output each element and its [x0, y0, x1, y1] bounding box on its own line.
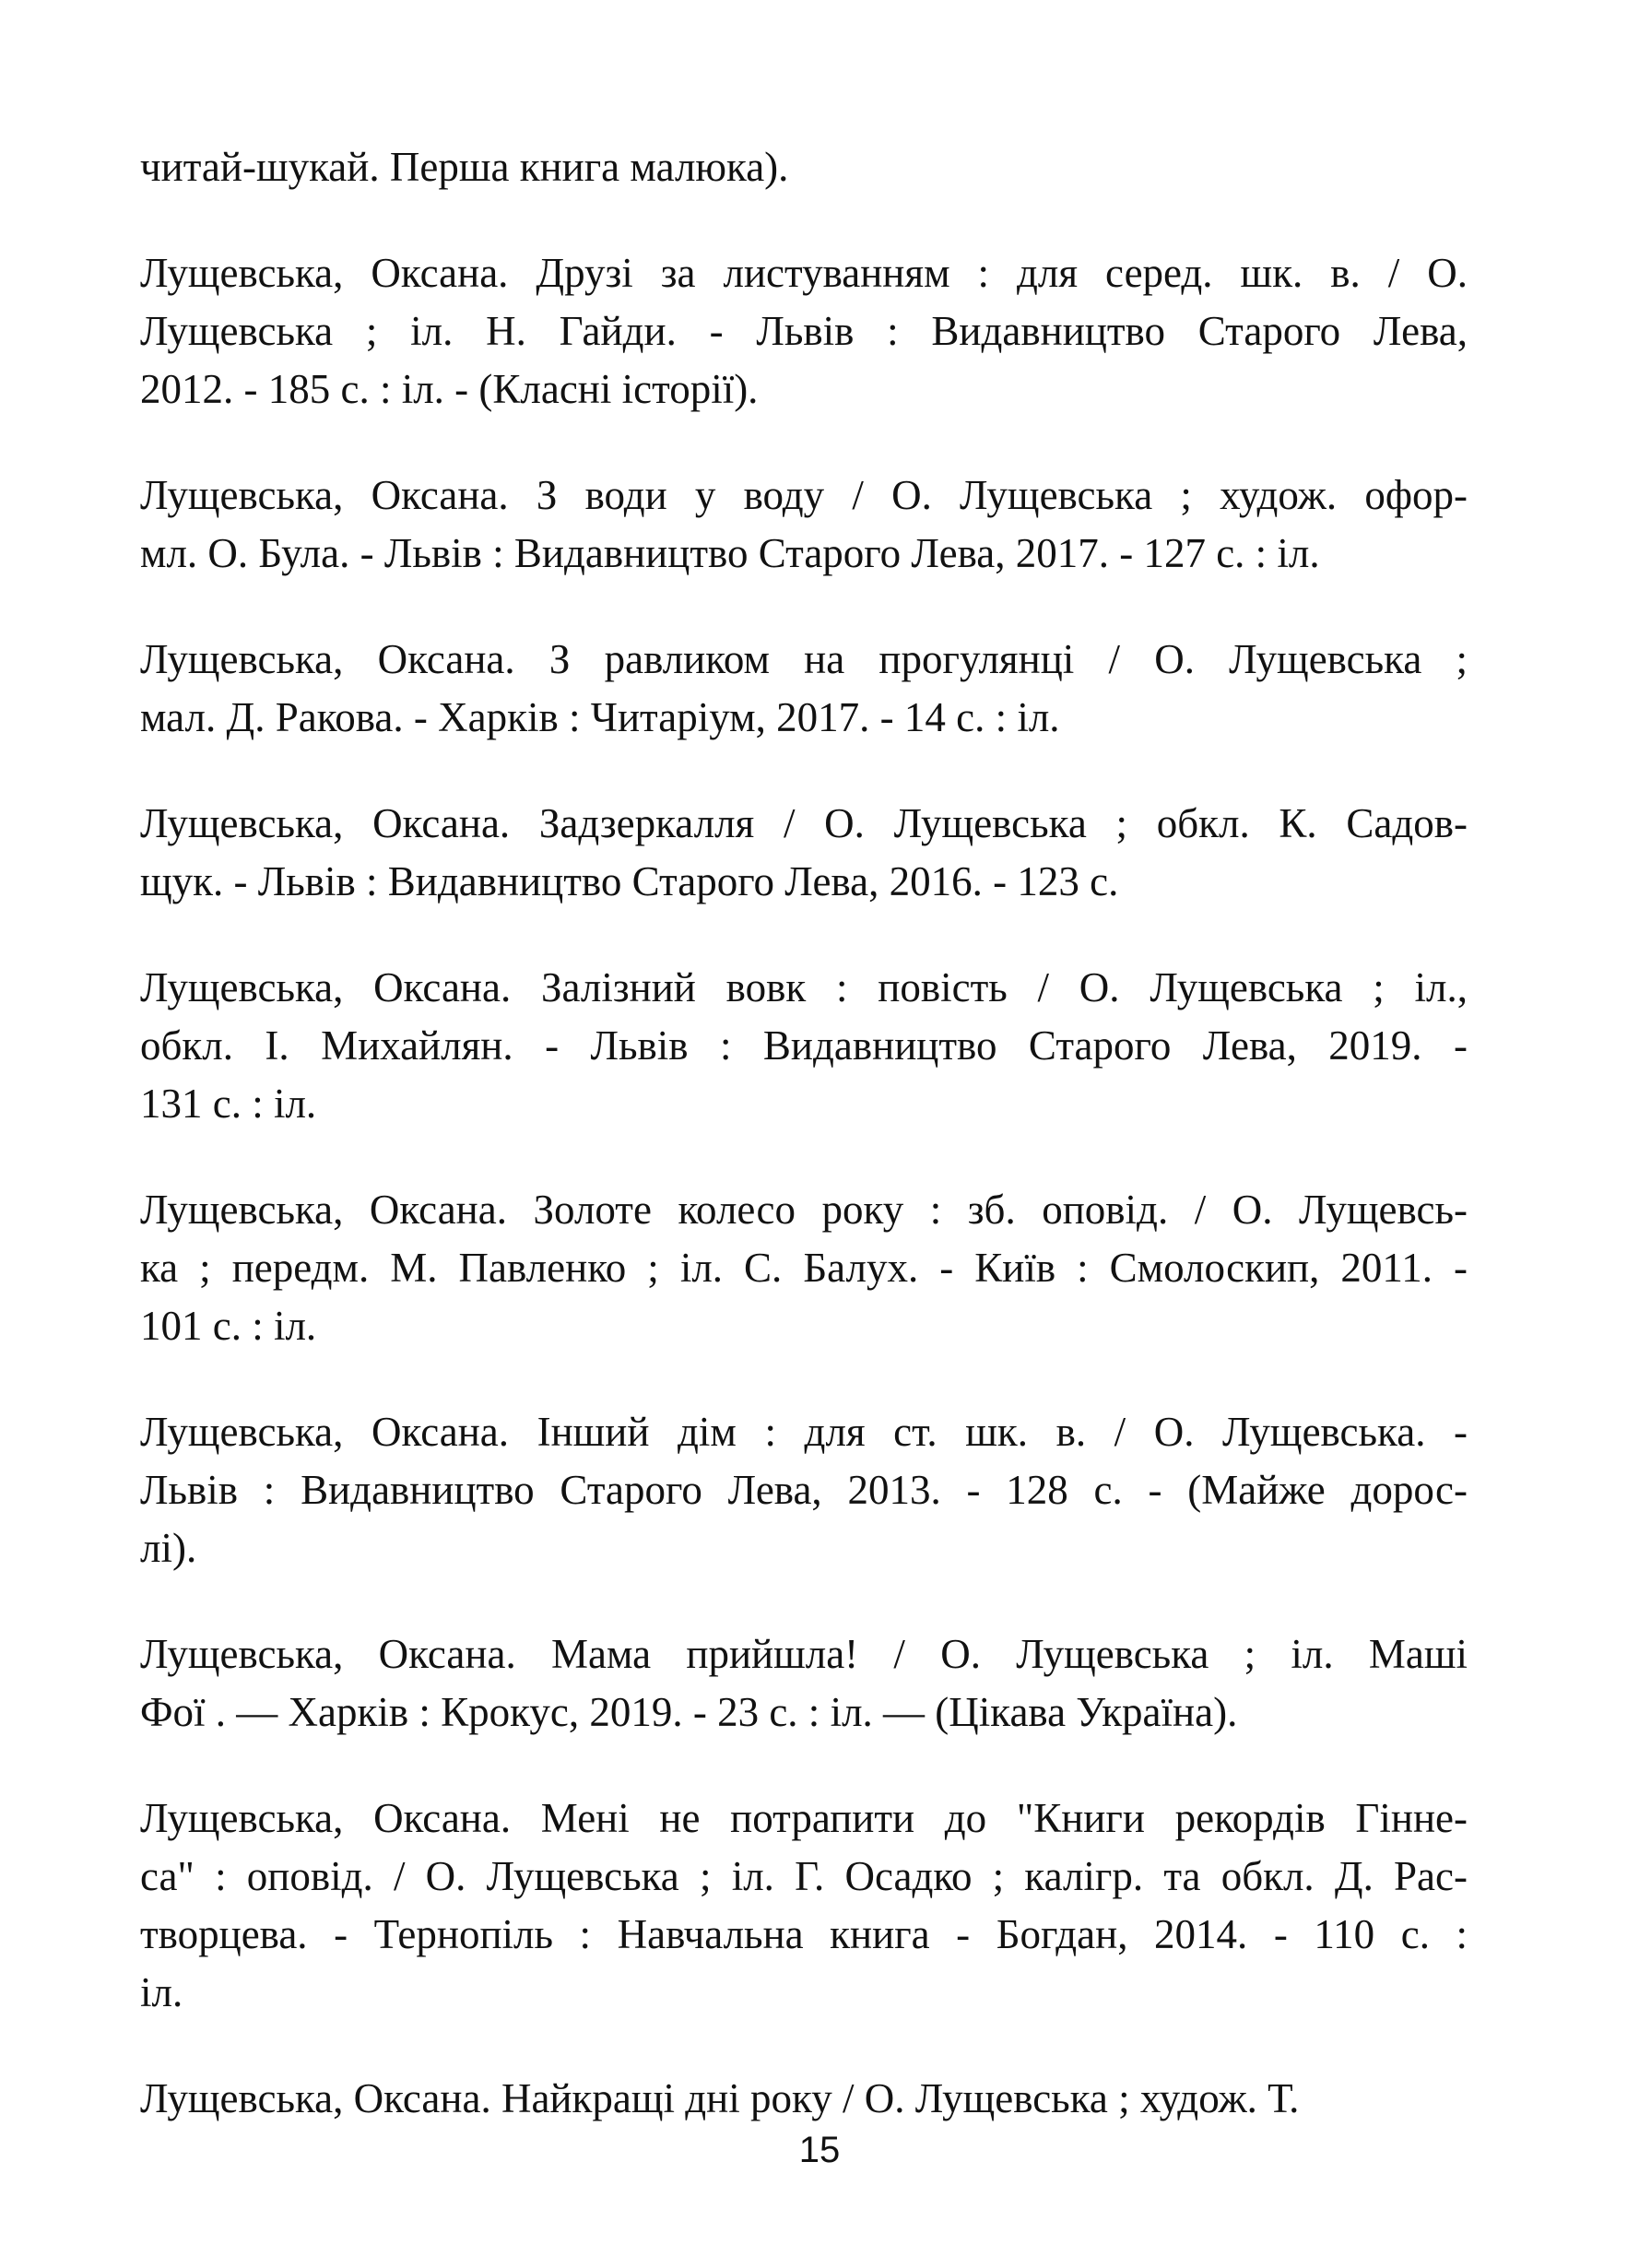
entry-line: творцева. - Тернопіль : Навчальна книга - Богдан, 2014. - 110 с. : [140, 1911, 1468, 1957]
bibliography-entry [140, 138, 1468, 196]
bibliography-entry [140, 2070, 1468, 2128]
entry-line: мл. О. Була. - Львів : Видавництво Старого Лева, 2017. - 127 с. : іл. [140, 530, 1320, 576]
entry-line: Лущевська, Оксана. Друзі за листуванням : для серед. шк. в. / О. [140, 250, 1468, 296]
entry-line: обкл. І. Михайлян. - Львів : Видавництво Старого Лева, 2019. - [140, 1022, 1468, 1069]
entry-line: щук. - Львів : Видавництво Старого Лева, 2016. - 123 с. [140, 858, 1119, 904]
bibliography-page [140, 138, 1468, 2128]
bibliography-entry [140, 467, 1468, 583]
entry-line: Лущевська, Оксана. Задзеркалля / О. Лущевська ; обкл. К. Садов- [140, 800, 1468, 846]
bibliography-entry [140, 631, 1468, 747]
page-number: 15 [798, 2130, 841, 2170]
entry-line: Лущевська, Оксана. Найкращі дні року / О. Лущевська ; худож. Т. [140, 2075, 1300, 2121]
bibliography-entry [140, 244, 1468, 419]
entry-line: 101 с. : іл. [140, 1303, 317, 1349]
entry-line: Лущевська ; іл. Н. Гайди. - Львів : Видавництво Старого Лева, [140, 308, 1468, 354]
entry-line: са" : оповід. / О. Лущевська ; іл. Г. Осадко ; калігр. та обкл. Д. Рас- [140, 1853, 1468, 1899]
entry-line: 131 с. : іл. [140, 1081, 317, 1127]
entry-line: ка ; передм. М. Павленко ; іл. С. Балух. - Київ : Смолоскип, 2011. - [140, 1245, 1468, 1291]
entry-line: Лущевська, Оксана. Мені не потрапити до "Книги рекордів Гіннe- [140, 1795, 1468, 1841]
entry-line: Львів : Видавництво Старого Лева, 2013. - 128 с. - (Майже дорос- [140, 1467, 1468, 1513]
entry-line: лі). [140, 1525, 197, 1571]
bibliography-entry [140, 1790, 1468, 2022]
bibliography-entry [140, 1625, 1468, 1742]
entry-line: іл. [140, 1969, 183, 2015]
bibliography-entry [140, 1403, 1468, 1577]
entry-line: Лущевська, Оксана. З води у воду / О. Лущевська ; худож. офор- [140, 472, 1468, 518]
entry-line: Лущевська, Оксана. З равликом на прогулянці / О. Лущевська ; [140, 636, 1468, 682]
entry-line: Лущевська, Оксана. Інший дім : для ст. шк. в. / О. Лущевська. - [140, 1409, 1468, 1455]
entry-line: читай-шукай. Перша книга малюка). [140, 144, 789, 190]
entry-line: 2012. - 185 с. : іл. - (Класні історії). [140, 366, 759, 412]
bibliography-entry [140, 959, 1468, 1133]
entry-line: Фої . — Харків : Крокус, 2019. - 23 с. : іл. — (Цікава Україна). [140, 1689, 1238, 1735]
entry-line: мал. Д. Ракова. - Харків : Читаріум, 2017. - 14 с. : іл. [140, 694, 1060, 740]
entry-line: Лущевська, Оксана. Золоте колесо року : зб. оповід. / О. Лущевсь- [140, 1187, 1468, 1233]
bibliography-entry [140, 1181, 1468, 1355]
entry-line: Лущевська, Оксана. Мама прийшла! / О. Лущевська ; іл. Маші [140, 1631, 1468, 1677]
bibliography-list [140, 138, 1468, 2128]
entry-line: Лущевська, Оксана. Залізний вовк : повість / О. Лущевська ; іл., [140, 964, 1468, 1010]
bibliography-entry [140, 795, 1468, 911]
